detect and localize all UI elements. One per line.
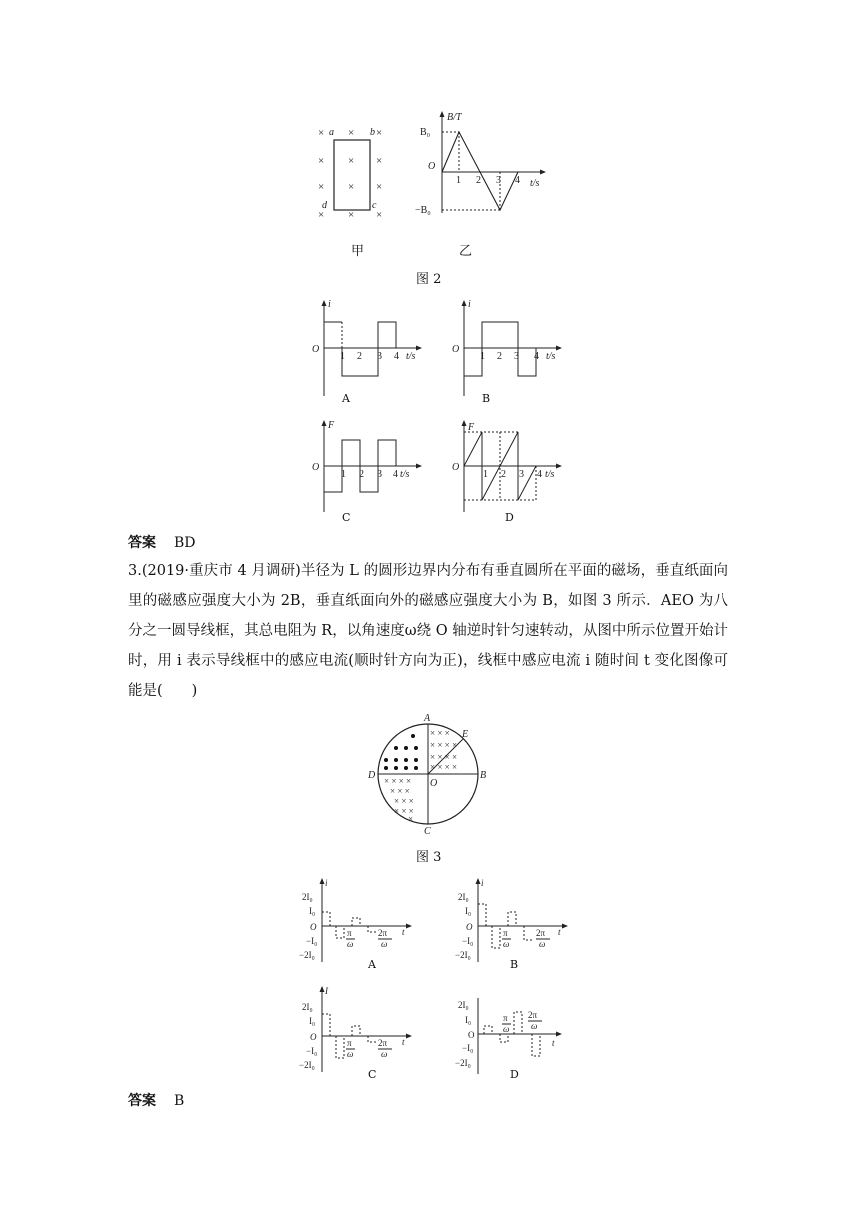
sub-caption-yi: 乙 <box>459 244 473 259</box>
svg-text:2π: 2π <box>378 1038 388 1048</box>
option-label: B <box>510 958 519 971</box>
svg-text:B: B <box>480 770 487 781</box>
svg-text:t: t <box>558 927 561 937</box>
svg-text:O: O <box>312 462 320 473</box>
figure3-caption: 图 3 <box>416 850 442 865</box>
svg-text:O: O <box>452 344 460 355</box>
svg-text:−2I₀: −2I₀ <box>299 950 315 960</box>
svg-text:E: E <box>462 729 469 740</box>
svg-text:×: × <box>376 127 383 139</box>
svg-text:× × × ×: × × × × <box>384 776 412 786</box>
svg-text:−I₀: −I₀ <box>306 1046 318 1056</box>
svg-text:t/s: t/s <box>545 469 555 480</box>
svg-text:O: O <box>466 922 473 932</box>
answer-2: 答案 BD <box>128 535 196 551</box>
svg-text:3: 3 <box>377 351 382 362</box>
svg-text:2I₀: 2I₀ <box>302 1002 313 1012</box>
svg-text:t/s: t/s <box>546 351 556 362</box>
svg-text:−2I₀: −2I₀ <box>455 950 471 960</box>
svg-text:×: × <box>318 181 325 193</box>
option-label: D <box>505 511 514 524</box>
svg-text:2: 2 <box>497 351 502 362</box>
svg-text:2I₀: 2I₀ <box>458 1000 469 1010</box>
figure2-jia <box>312 122 392 222</box>
svg-text:1: 1 <box>456 175 461 186</box>
option-label: B <box>482 392 491 405</box>
fig2-option-b-graph <box>448 298 568 398</box>
answer-2-value: BD <box>174 535 196 551</box>
svg-text:c: c <box>372 200 377 211</box>
svg-text:π: π <box>503 1013 508 1023</box>
option-label: C <box>368 1068 377 1081</box>
svg-text:O: O <box>312 344 320 355</box>
svg-text:−B₀: −B₀ <box>415 205 431 216</box>
svg-text:4: 4 <box>534 351 539 362</box>
svg-text:b: b <box>370 127 375 138</box>
svg-text:i: i <box>325 878 328 888</box>
svg-text:−I₀: −I₀ <box>462 936 474 946</box>
svg-text:I₀: I₀ <box>309 1016 316 1026</box>
answer-3: 答案 B <box>128 1093 185 1109</box>
svg-text:−2I₀: −2I₀ <box>299 1060 315 1070</box>
figure2-caption: 图 2 <box>416 272 442 287</box>
figure3-circle <box>368 710 492 838</box>
svg-text:t: t <box>552 1038 555 1048</box>
svg-text:4: 4 <box>537 469 542 480</box>
svg-text:I₀: I₀ <box>465 906 472 916</box>
svg-text:t/s: t/s <box>400 469 410 480</box>
svg-text:I: I <box>325 986 328 996</box>
svg-text:× × ×: × × × <box>394 806 414 816</box>
svg-text:ω: ω <box>381 1049 388 1059</box>
svg-text:×: × <box>348 209 355 221</box>
svg-text:O: O <box>452 462 460 473</box>
svg-text:×: × <box>408 814 414 824</box>
svg-text:×: × <box>348 155 355 167</box>
svg-text:ω: ω <box>347 939 354 949</box>
svg-text:A: A <box>424 713 431 724</box>
svg-text:O: O <box>430 778 438 789</box>
svg-text:3: 3 <box>377 469 382 480</box>
option-label: D <box>510 1068 519 1081</box>
svg-text:C: C <box>424 826 431 837</box>
sub-caption-jia: 甲 <box>351 244 365 259</box>
svg-text:×: × <box>348 181 355 193</box>
svg-text:× × ×: × × × <box>390 786 410 796</box>
svg-text:×: × <box>376 155 383 167</box>
fig3-option-c-graph <box>292 984 422 1074</box>
svg-text:i: i <box>468 299 471 310</box>
fig3-option-a-graph <box>292 874 422 964</box>
fig2-option-d-graph <box>448 418 568 514</box>
svg-text:2: 2 <box>359 469 364 480</box>
svg-text:F: F <box>328 420 335 431</box>
svg-text:4: 4 <box>394 351 399 362</box>
b-field-line <box>442 132 518 210</box>
svg-text:×: × <box>376 209 383 221</box>
svg-text:3: 3 <box>519 469 524 480</box>
svg-text:4: 4 <box>393 469 398 480</box>
svg-text:a: a <box>329 127 334 138</box>
svg-text:1: 1 <box>480 351 485 362</box>
svg-text:2: 2 <box>501 469 506 480</box>
svg-text:t/s: t/s <box>406 351 416 362</box>
svg-text:I₀: I₀ <box>309 906 316 916</box>
option-label: C <box>342 511 351 524</box>
svg-text:4: 4 <box>515 175 520 186</box>
fig3-option-b-graph <box>448 874 578 964</box>
svg-text:2: 2 <box>476 175 481 186</box>
svg-text:1: 1 <box>340 351 345 362</box>
svg-text:2π: 2π <box>536 928 546 938</box>
svg-text:× × × ×: × × × × <box>430 740 458 750</box>
option-label: A <box>342 392 350 405</box>
svg-text:ω: ω <box>539 939 546 949</box>
svg-text:ω: ω <box>347 1049 354 1059</box>
svg-text:2: 2 <box>357 351 362 362</box>
svg-text:3: 3 <box>496 175 501 186</box>
svg-text:π: π <box>347 928 352 938</box>
svg-text:i: i <box>328 299 331 310</box>
answer-3-value: B <box>174 1093 185 1109</box>
svg-text:t: t <box>402 927 405 937</box>
svg-text:3: 3 <box>514 351 519 362</box>
svg-text:ω: ω <box>531 1021 538 1031</box>
question-3: 3.(2019·重庆市 4 月调研)半径为 L 的圆形边界内分布有垂直圆所在平面的磁场，垂直纸面向里的磁感应强度大小为 2B，垂直纸面向外的磁感应强度大小为 B，如图 3 所示．AEO 为八分之一圆导线框，其总电阻为 R，以角速度ω绕 O 轴逆时针匀速转动，从图中所示位置开始计时，用 i 表示导线框中的感应电流(顺时针方向为正)，线框中感应电流 i 随时间 t 变化图像可能是( ) <box>128 563 728 699</box>
svg-text:ω: ω <box>503 939 510 949</box>
svg-text:×: × <box>348 127 355 139</box>
svg-text:1: 1 <box>341 469 346 480</box>
svg-text:2π: 2π <box>528 1010 538 1020</box>
fig3-option-d-graph <box>448 994 578 1076</box>
wire-loop <box>334 140 370 210</box>
svg-text:×: × <box>376 181 383 193</box>
svg-text:B₀: B₀ <box>420 127 431 138</box>
fig2-option-c-graph <box>308 418 428 514</box>
svg-text:2π: 2π <box>378 928 388 938</box>
svg-text:t: t <box>402 1037 405 1047</box>
svg-text:O: O <box>468 1030 475 1040</box>
svg-text:× × ×: × × × <box>430 728 450 738</box>
fig2-option-a-graph <box>308 298 428 398</box>
svg-text:× × × ×: × × × × <box>430 762 458 772</box>
svg-text:−I₀: −I₀ <box>306 936 318 946</box>
cross-mark: × <box>318 127 325 139</box>
svg-text:O: O <box>428 161 436 172</box>
svg-text:I₀: I₀ <box>465 1015 472 1025</box>
svg-text:ω: ω <box>503 1024 510 1034</box>
svg-text:×: × <box>318 209 325 221</box>
option-label: A <box>368 958 376 971</box>
question-3-text: 半径为 L 的圆形边界内分布有垂直圆所在平面的磁场，垂直纸面向里的磁感应强度大小为 2B，垂直纸面向外的磁感应强度大小为 B，如图 3 所示．AEO 为八分之一圆导线框，其总电阻为 R，以角速度ω绕 O 轴逆时针匀速转动，从图中所示位置开始计时，用 i 表示导线框中的感应电流(顺时针方向为正)，线框中感应电流 i 随时间 t 变化图像可能是( ) <box>128 563 728 699</box>
svg-text:B/T: B/T <box>447 112 462 123</box>
svg-text:d: d <box>322 200 327 211</box>
svg-text:π: π <box>503 928 508 938</box>
svg-text:−I₀: −I₀ <box>462 1043 474 1053</box>
svg-text:2I₀: 2I₀ <box>458 892 469 902</box>
svg-text:×: × <box>318 155 325 167</box>
svg-text:D: D <box>368 770 376 781</box>
svg-text:2I₀: 2I₀ <box>302 892 313 902</box>
svg-text:i: i <box>481 878 484 888</box>
svg-text:O: O <box>310 1032 317 1042</box>
svg-text:−2I₀: −2I₀ <box>455 1058 471 1068</box>
svg-text:F: F <box>468 422 475 433</box>
svg-text:t/s: t/s <box>530 178 540 189</box>
svg-text:O: O <box>310 922 317 932</box>
svg-text:× × ×: × × × <box>394 796 414 806</box>
svg-text:π: π <box>347 1038 352 1048</box>
svg-text:ω: ω <box>381 939 388 949</box>
figure2-yi-graph <box>414 108 554 223</box>
svg-text:× × × ×: × × × × <box>430 752 458 762</box>
svg-text:1: 1 <box>483 469 488 480</box>
